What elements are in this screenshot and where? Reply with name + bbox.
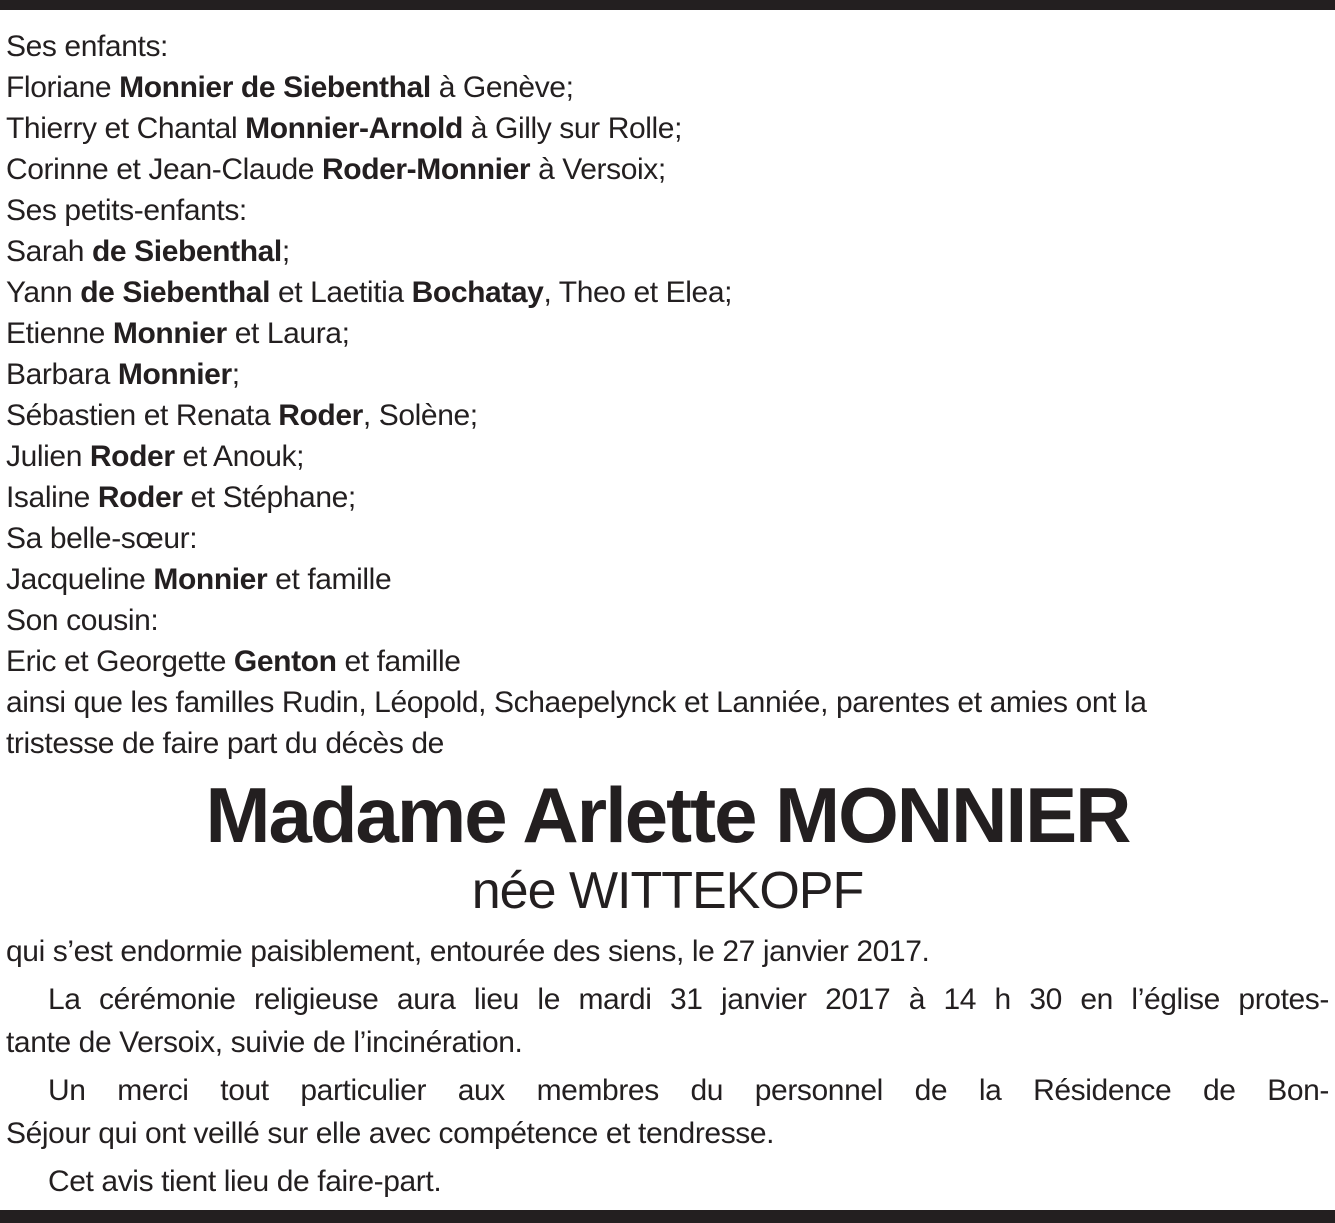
family-name-bold: Monnier [112, 317, 227, 350]
family-line-text: et famille [267, 563, 392, 596]
family-line-text: et Anouk; [174, 440, 305, 473]
family-line [6, 559, 1329, 600]
family-line [6, 395, 1329, 436]
family-line-text: et Laura; [226, 317, 350, 350]
family-line [6, 354, 1329, 395]
family-line [6, 231, 1329, 272]
family-line [6, 272, 1329, 313]
family-name-bold: Monnier de Siebenthal [119, 71, 431, 104]
family-line-text: Corinne et Jean-Claude [6, 153, 322, 186]
notice-paragraphs [6, 930, 1329, 1203]
top-rule [0, 0, 1335, 10]
family-line [6, 641, 1329, 682]
paragraph-line: Séjour qui ont veillé sur elle avec compétence et tendresse. [6, 1117, 775, 1150]
family-line-text: Sa belle-sœur: [6, 522, 198, 555]
family-line [6, 190, 1329, 231]
notice-paragraph [6, 1069, 1329, 1155]
family-name-bold: Roder [278, 399, 363, 432]
family-line-text: Barbara [6, 358, 118, 391]
family-name-bold: Bochatay [411, 276, 544, 309]
family-list [6, 26, 1329, 764]
family-line-text: tristesse de faire part du décès de [6, 727, 444, 760]
family-name-bold: de Siebenthal [92, 235, 282, 268]
family-line-text: Thierry et Chantal [6, 112, 246, 145]
family-line-text: à Versoix; [530, 153, 666, 186]
family-line-text: Yann [6, 276, 81, 309]
family-line-text: Julien [6, 440, 90, 473]
family-line [6, 26, 1329, 67]
family-line [6, 436, 1329, 477]
family-line [6, 67, 1329, 108]
family-line-text: Etienne [6, 317, 113, 350]
family-name-bold: Monnier [117, 358, 232, 391]
deceased-name: Madame Arlette MONNIER [205, 771, 1130, 859]
notice-paragraph [6, 978, 1329, 1064]
family-line-text: et famille [336, 645, 461, 678]
family-line-text: Sarah [6, 235, 92, 268]
family-name-bold: Monnier-Arnold [245, 112, 463, 145]
paragraph-line: Un merci tout particulier aux membres du personnel de la Résidence de Bon- [48, 1074, 1329, 1107]
paragraph-line: Cet avis tient lieu de faire-part. [48, 1165, 442, 1198]
family-line [6, 723, 1329, 764]
bottom-rule [0, 1210, 1335, 1223]
family-line-text: et Stéphane; [182, 481, 356, 514]
family-name-bold: Monnier [153, 563, 268, 596]
family-name-bold: Roder [89, 440, 175, 473]
family-line-text: Eric et Georgette [6, 645, 234, 678]
family-line-text: ; [281, 235, 290, 268]
paragraph-line: qui s’est endormie paisiblement, entourée des siens, le 27 janvier 2017. [6, 935, 930, 968]
family-line-text: Isaline [6, 481, 98, 514]
notice-paragraph [6, 1160, 1329, 1203]
family-line-text: Floriane [6, 71, 120, 104]
family-line [6, 518, 1329, 559]
family-line-text: Jacqueline [6, 563, 154, 596]
family-name-bold: Genton [233, 645, 337, 678]
family-line-text: à Genève; [430, 71, 574, 104]
family-line-text: ; [231, 358, 240, 391]
paragraph-line: tante de Versoix, suivie de l’incinération. [6, 1026, 523, 1059]
maiden-name: née WITTEKOPF [471, 862, 864, 920]
family-line [6, 600, 1329, 641]
notice-paragraph [6, 930, 1329, 973]
family-line-text: Son cousin: [6, 604, 159, 637]
paragraph-line: La cérémonie religieuse aura lieu le mardi 31 janvier 2017 à 14 h 30 en l’église protes- [48, 983, 1329, 1016]
family-line-text: à Gilly sur Rolle; [462, 112, 683, 145]
family-line [6, 149, 1329, 190]
family-line [6, 108, 1329, 149]
family-name-bold: Roder [97, 481, 183, 514]
family-line-text: ainsi que les familles Rudin, Léopold, Schaepelynck et Lanniée, parentes et amies ont la [6, 686, 1147, 719]
notice-content [0, 10, 1335, 1203]
family-line-text: Ses petits-enfants: [6, 194, 247, 227]
family-line [6, 313, 1329, 354]
family-line-text: et Laetitia [270, 276, 412, 309]
family-line-text: Ses enfants: [6, 30, 168, 63]
family-line-text: Sébastien et Renata [6, 399, 279, 432]
family-name-bold: Roder-Monnier [322, 153, 531, 186]
family-line [6, 682, 1329, 723]
family-line-text: , Solène; [362, 399, 478, 432]
family-line-text: , Theo et Elea; [543, 276, 733, 309]
family-line [6, 477, 1329, 518]
family-name-bold: de Siebenthal [80, 276, 271, 309]
